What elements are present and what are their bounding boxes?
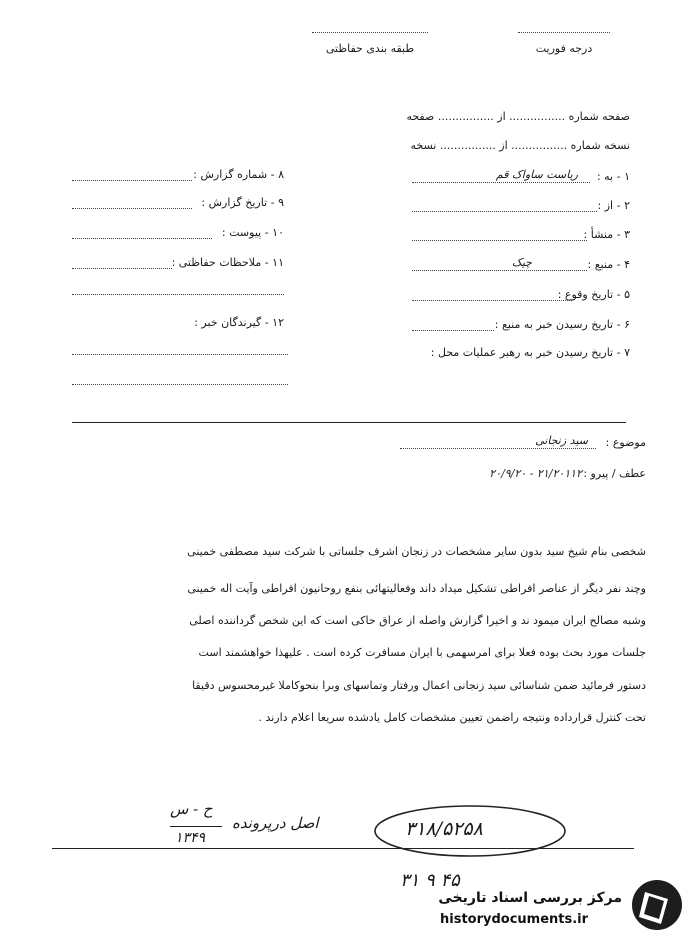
body-line-1: شخصی بنام شیخ سید بدون سایر مشخصات در زنجان اشرف جلساتی با شرکت سید مصطفی خمینی <box>187 545 646 558</box>
from-label: ۲ - از : <box>597 199 630 212</box>
body-line-2: وچند نفر دیگر از عناصر افراطی تشکیل میداد داند وفعالیتهائی بنفع روحانیون افراطی وآیت اله خمینی <box>187 582 646 595</box>
page-number-field: صفحه شماره ................ از ................ صفحه <box>406 110 630 123</box>
report-date-line <box>72 208 192 209</box>
incident-date-line <box>412 300 572 301</box>
body-line-3: وشبه مصالح ایران میمود ند و اخیرا گزارش واصله از عراق حاکی است که این شخص گرداننده اصلی <box>189 614 646 627</box>
source-label: ۴ - منبع : <box>587 258 630 271</box>
footer-rule <box>52 848 634 849</box>
body-line-5: دستور فرمائید ضمن شناسائی سید زنجانی اعمال ورفتار وتماسهای وبرا بنحوکاملا غیرمحسوس دقیقا <box>192 679 646 692</box>
classification-line <box>312 32 428 33</box>
logo-url: historydocuments.ir <box>440 912 589 927</box>
reference-label: عطف / پیرو : <box>583 467 646 480</box>
reference-value: ۲۰/۹/۲۰ - ۲۱/۲۰۱۱۲ <box>489 467 582 480</box>
receipt-by-source-label: ۶ - تاریخ رسیدن خبر به منبع : <box>494 318 630 331</box>
subject-line <box>400 448 596 449</box>
logo-title: مرکز بررسی اسناد تاریخی <box>438 890 622 906</box>
doc-number: ۳۱ ۹ ۴۵ <box>400 870 460 891</box>
original-note: اصل درپرونده <box>232 814 319 832</box>
body-line-6: تحت کنترل قرارداده ونتیجه راضمن تعیین مشخصات کامل یادشده سریعا اعلام دارند . <box>258 711 646 724</box>
attachment-label: ۱۰ - پیوست : <box>221 226 284 239</box>
subject-label: موضوع : <box>605 436 646 449</box>
note-initials: ح - س <box>170 800 213 818</box>
classification-label: طبقه بندی حفاظتی <box>325 42 415 55</box>
stamp-number: ۳۱۸/۵۲۵۸ <box>405 818 483 840</box>
from-line <box>412 211 597 212</box>
incident-date-label: ۵ - تاریخ وقوع : <box>557 288 630 301</box>
recipients-line-2 <box>72 384 288 385</box>
recipients-line-1 <box>72 354 288 355</box>
report-number-line <box>72 180 192 181</box>
to-label: ۱ - به : <box>596 170 630 183</box>
report-number-label: ۸ - شماره گزارش : <box>193 168 284 181</box>
recipients-label: ۱۲ - گیرندگان خبر : <box>194 316 284 329</box>
origin-line <box>412 240 587 241</box>
receipt-by-source-line <box>412 330 494 331</box>
attachment-line <box>72 238 212 239</box>
note-rule <box>170 826 222 827</box>
source-value: چیک <box>512 256 532 269</box>
security-notes-line <box>72 268 172 269</box>
report-date-label: ۹ - تاریخ گزارش : <box>201 196 284 209</box>
security-notes-label: ۱۱ - ملاحظات حفاظتی : <box>171 256 284 269</box>
separator-rule <box>72 422 626 423</box>
subject-value: سید زنجانی <box>535 434 588 447</box>
to-line <box>412 182 590 183</box>
logo-icon <box>630 878 684 932</box>
note-date: ۱۳۴۹ <box>175 830 206 846</box>
copy-number-field: نسخه شماره ................ از ................ نسخه <box>410 139 630 152</box>
receipt-by-ops-label: ۷ - تاریخ رسیدن خبر به رهبر عملیات محل : <box>430 346 630 359</box>
urgency-label: درجه فوریت <box>535 42 593 55</box>
origin-label: ۳ - منشأ : <box>583 228 630 241</box>
source-line <box>412 270 587 271</box>
body-line-4: جلسات مورد بحث بوده فعلا برای امرسهمی با ایران مسافرت کرده است . علیهذا خواهشمند است <box>198 646 646 659</box>
security-notes-line-2 <box>72 294 284 295</box>
urgency-line <box>518 32 610 33</box>
to-value: ریاست ساواک قم <box>495 168 578 181</box>
